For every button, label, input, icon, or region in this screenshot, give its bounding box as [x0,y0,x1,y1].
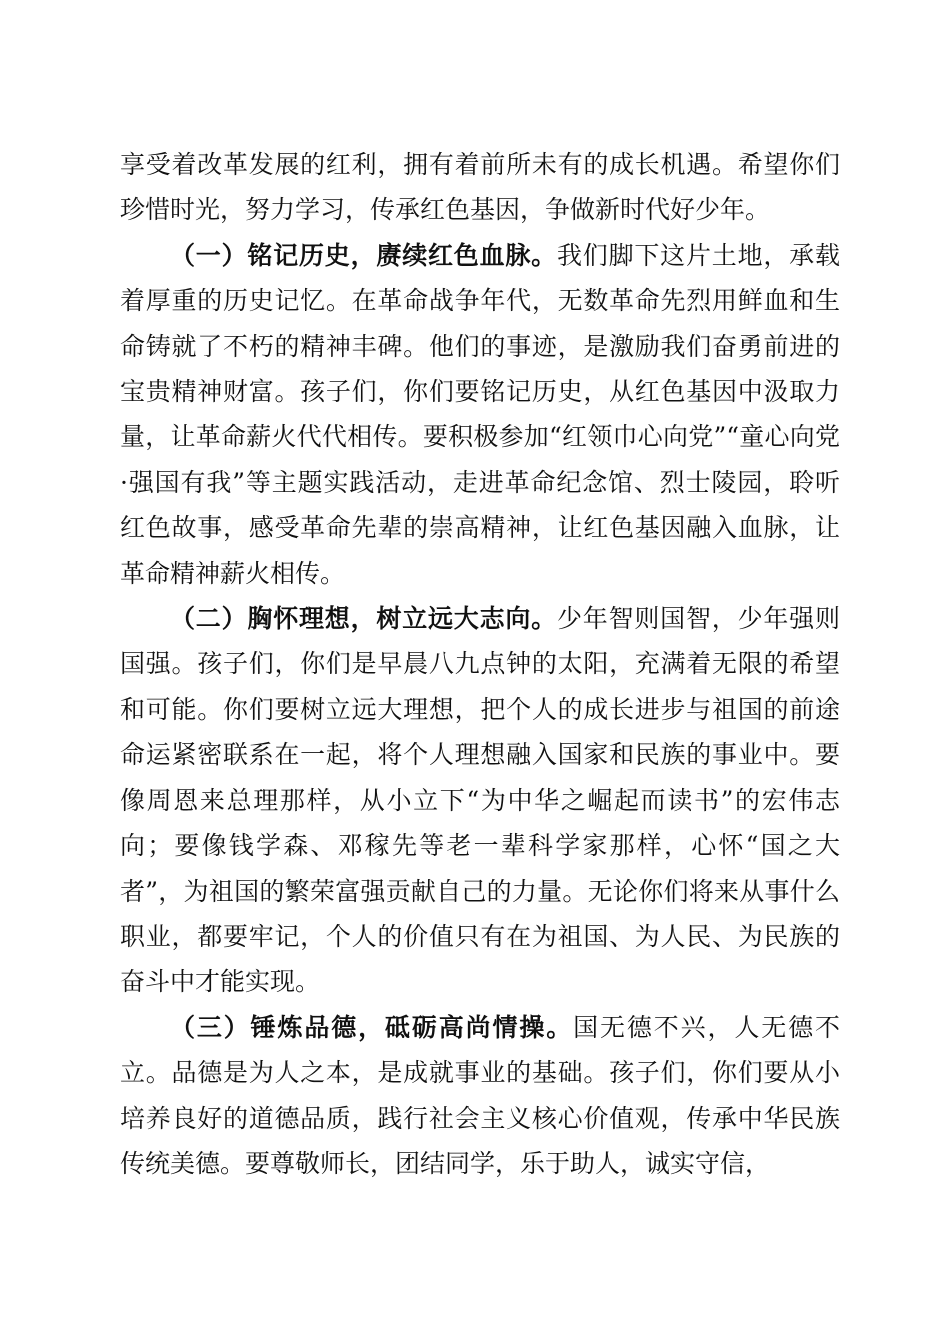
document-body [120,142,840,1186]
section-heading: （一）铭记历史，赓续红色血脉。 [170,240,557,270]
paragraph-text: 国无德不兴，人无德不立。品德是为人之本，是成就事业的基础。孩子们，你们要从小培养良好的道德品质，践行社会主义核心价值观，传承中华民族传统美德。要尊敬师长，团结同学，乐于助人，诚实守信， [120,1012,840,1178]
paragraph-text: 少年智则国智，少年强则国强。孩子们，你们是早晨八九点钟的太阳，充满着无限的希望和可能。你们要树立远大理想，把个人的成长进步与祖国的前途命运紧密联系在一起，将个人理想融入国家和民族的事业中。要像周恩来总理那样，从小立下“为中华之崛起而读书”的宏伟志向；要像钱学森、邓稼先等老一辈科学家那样，心怀“国之大者”，为祖国的繁荣富强贡献自己的力量。无论你们将来从事什么职业，都要牢记，个人的价值只有在为祖国、为人民、为民族的奋斗中才能实现。 [120,604,840,997]
section-heading: （三）锤炼品德，砥砺高尚情操。 [170,1012,574,1042]
section-heading: （二）胸怀理想，树立远大志向。 [170,604,557,634]
paragraph-section-2 [120,596,840,1005]
paragraph-continuation [120,142,840,233]
paragraph-text: 享受着改革发展的红利，拥有着前所未有的成长机遇。希望你们珍惜时光，努力学习，传承红色基因，争做新时代好少年。 [120,150,840,225]
paragraph-section-1 [120,233,840,596]
paragraph-section-3 [120,1005,840,1187]
paragraph-text: 我们脚下这片土地，承载着厚重的历史记忆。在革命战争年代，无数革命先烈用鲜血和生命铸就了不朽的精神丰碑。他们的事迹，是激励我们奋勇前进的宝贵精神财富。孩子们，你们要铭记历史，从红色基因中汲取力量，让革命薪火代代相传。要积极参加“红领巾心向党”“童心向党·强国有我”等主题实践活动，走进革命纪念馆、烈士陵园，聆听红色故事，感受革命先辈的崇高精神，让红色基因融入血脉，让革命精神薪火相传。 [120,240,840,588]
